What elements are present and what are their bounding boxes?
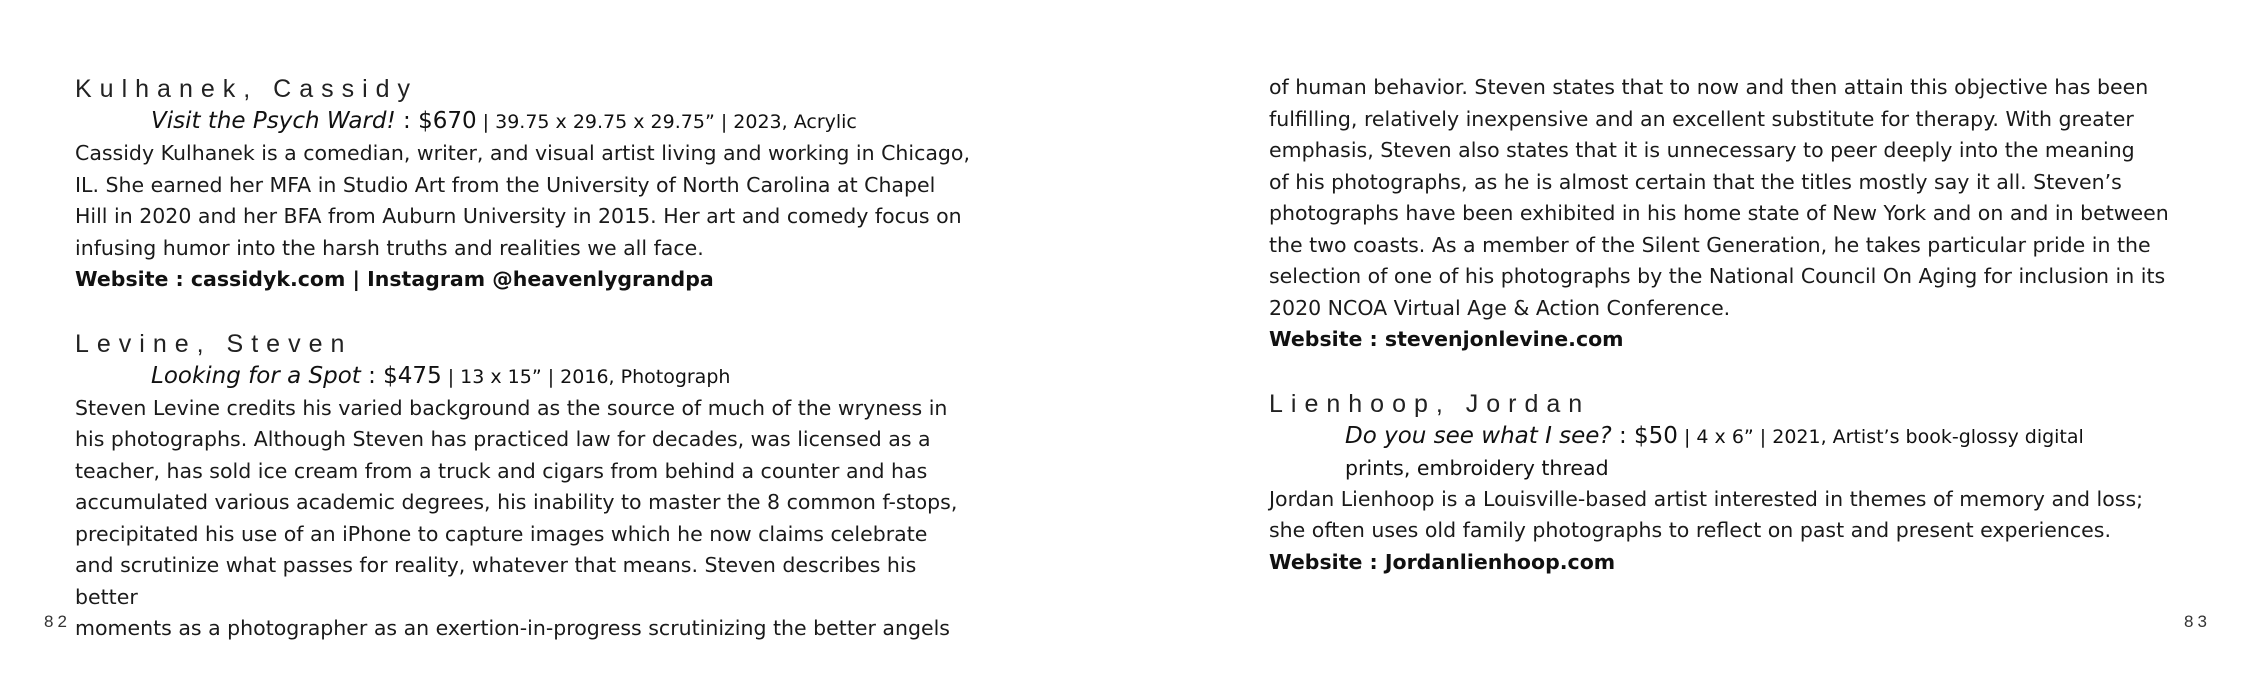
artwork-details: | 4 x 6” | 2021, Artist’s book-glossy digital [1677, 425, 2084, 448]
artwork-line [75, 361, 975, 393]
artist-entry-lienhoop [1269, 387, 2199, 579]
bio-line: Hill in 2020 and her BFA from Auburn University in 2015. Her art and comedy focus on [75, 204, 962, 228]
bio-line: photographs have been exhibited in his home state of New York and on and in between [1269, 201, 2169, 225]
right-page [1125, 0, 2250, 675]
artwork-title: Do you see what I see? [1345, 422, 1612, 449]
bio-line: infusing humor into the harsh truths and realities we all face. [75, 235, 704, 260]
bio-line: emphasis, Steven also states that it is unnecessary to peer deeply into the meaning [1269, 138, 2135, 162]
page-number: 83 [2184, 612, 2211, 631]
artwork-price: : $50 [1611, 422, 1678, 449]
artwork-line [1269, 421, 2199, 453]
bio-line: precipitated his use of an iPhone to capture images which he now claims celebrate [75, 521, 928, 546]
artwork-title: Looking for a Spot [151, 362, 361, 389]
bio-line: the two coasts. As a member of the Silent Generation, he takes particular pride in the [1269, 232, 2151, 257]
page-number: 82 [44, 612, 71, 631]
artwork-line-continued [1269, 453, 2199, 484]
artwork-title: Visit the Psych Ward! [151, 108, 396, 134]
artist-bio [75, 393, 975, 645]
bio-line: fulfilling, relatively inexpensive and an excellent substitute for therapy. With greater [1269, 106, 2134, 131]
artist-website: Website : stevenjonlevine.com [1269, 327, 1624, 351]
artist-entry-levine [75, 327, 975, 645]
artwork-price: : $670 [395, 108, 477, 134]
bio-line: she often uses old family photographs to reflect on past and present experiences. [1269, 518, 2111, 542]
bio-line: Cassidy Kulhanek is a comedian, writer, and visual artist living and working in Chicago, [75, 141, 970, 165]
right-column [1269, 72, 2199, 578]
bio-line: teacher, has sold ice cream from a truck and cigars from behind a counter and has [75, 458, 928, 483]
bio-line: selection of one of his photographs by the National Council On Aging for inclusion in its [1269, 264, 2166, 288]
artwork-details: | 39.75 x 29.75 x 29.75” | 2023, Acrylic [476, 111, 857, 133]
artist-website: Website : Jordanlienhoop.com [1269, 549, 1616, 574]
artist-bio [1269, 484, 2199, 547]
bio-line: of his photographs, as he is almost certain that the titles mostly say it all. Steven’s [1269, 169, 2122, 194]
bio-line: accumulated various academic degrees, his inability to master the 8 common f-stops, [75, 490, 958, 514]
artist-name: Levine, Steven [75, 329, 353, 358]
left-column [75, 72, 975, 645]
bio-line: moments as a photographer as an exertion-in-progress scrutinizing the better angels [75, 616, 950, 640]
bio-line: Jordan Lienhoop is a Louisville-based artist interested in themes of memory and loss; [1269, 486, 2144, 511]
bio-line: of human behavior. Steven states that to now and then attain this objective has been [1269, 75, 2149, 99]
artist-bio-continued [1269, 72, 2199, 324]
artwork-price: : $475 [360, 362, 442, 389]
artist-entry-levine-continued [1269, 72, 2199, 356]
artist-bio [75, 138, 975, 264]
bio-line: 2020 NCOA Virtual Age & Action Conference. [1269, 295, 1731, 320]
bio-line: Steven Levine credits his varied background as the source of much of the wryness in [75, 395, 948, 420]
artist-entry-kulhanek [75, 72, 975, 296]
bio-line: IL. She earned her MFA in Studio Art from the University of North Carolina at Chapel [75, 172, 936, 197]
artist-name: Kulhanek, Cassidy [75, 75, 419, 103]
artwork-details-continued: prints, embroidery thread [1345, 455, 1609, 480]
artwork-line [75, 106, 975, 138]
bio-line: his photographs. Although Steven has practiced law for decades, was licensed as a [75, 427, 931, 451]
artist-website: Website : cassidyk.com | Instagram @heavenlygrandpa [75, 267, 714, 291]
artist-name: Lienhoop, Jordan [1269, 389, 1591, 418]
bio-line: and scrutinize what passes for reality, whatever that means. Steven describes his better [75, 553, 917, 609]
artwork-details: | 13 x 15” | 2016, Photograph [441, 365, 731, 388]
